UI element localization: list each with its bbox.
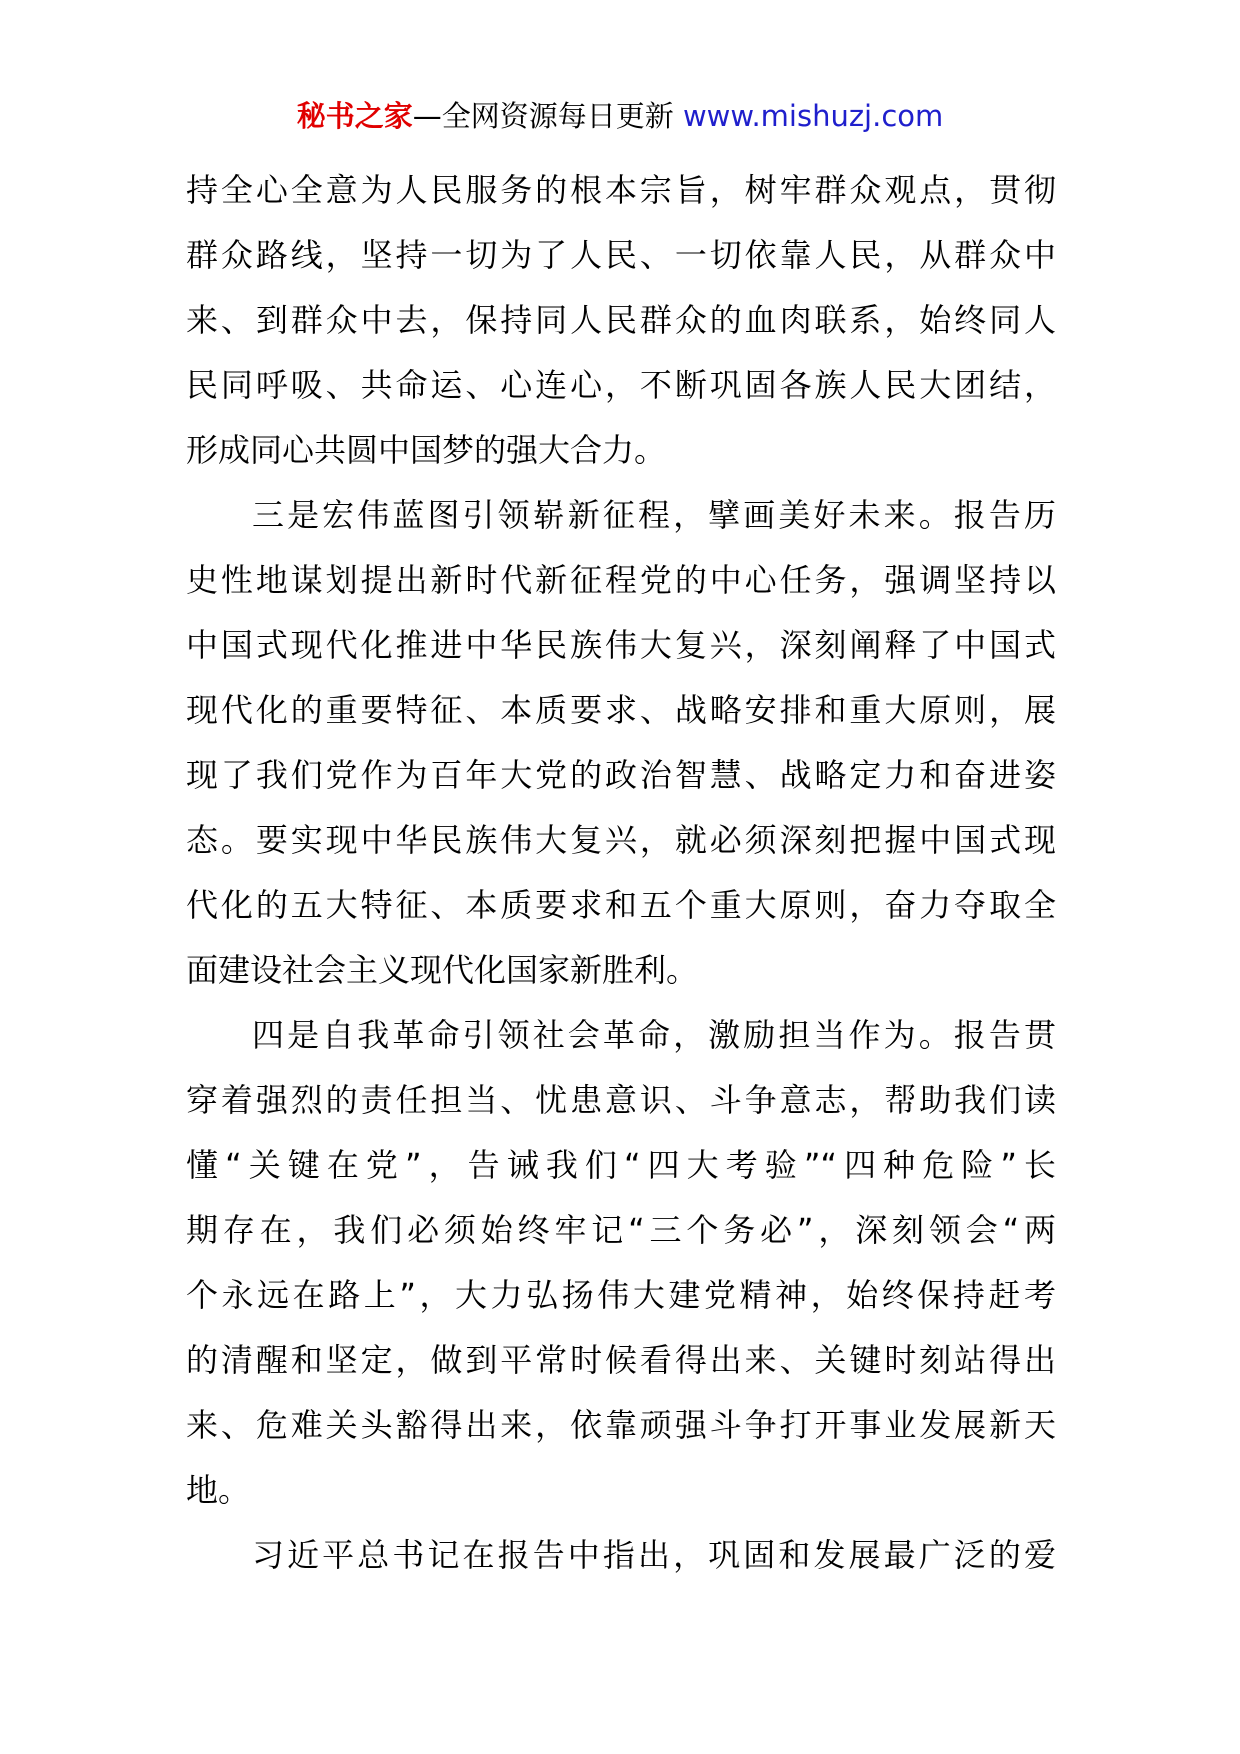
text-line: 中国式现代化推进中华民族伟大复兴，深刻阐释了中国式 xyxy=(186,626,1056,664)
paragraph xyxy=(186,158,1056,483)
text-line: 穿着强烈的责任担当、忧患意识、斗争意志，帮助我们读 xyxy=(186,1081,1056,1119)
text-line: 懂“关键在党”，告诫我们“四大考验”“四种危险”长 xyxy=(186,1146,1056,1184)
page-header xyxy=(0,96,1240,136)
text-line: 代化的五大特征、本质要求和五个重大原则，奋力夺取全 xyxy=(186,886,1056,924)
text-line: 面建设社会主义现代化国家新胜利。 xyxy=(186,951,699,989)
text-line: 四是自我革命引领社会革命，激励担当作为。报告贯 xyxy=(252,1016,1056,1054)
text-line: 地。 xyxy=(186,1471,251,1509)
paragraph xyxy=(186,483,1056,1003)
text-line: 形成同心共圆中国梦的强大合力。 xyxy=(186,431,667,469)
text-line: 来、到群众中去，保持同人民群众的血肉联系，始终同人 xyxy=(186,301,1056,339)
text-line: 态。要实现中华民族伟大复兴，就必须深刻把握中国式现 xyxy=(186,821,1056,859)
text-line: 持全心全意为人民服务的根本宗旨，树牢群众观点，贯彻 xyxy=(186,171,1056,209)
text-line: 三是宏伟蓝图引领崭新征程，擘画美好未来。报告历 xyxy=(252,496,1056,534)
text-line: 民同呼吸、共命运、心连心，不断巩固各族人民大团结， xyxy=(186,366,1056,404)
text-line: 的清醒和坚定，做到平常时候看得出来、关键时刻站得出 xyxy=(186,1341,1056,1379)
text-line: 史性地谋划提出新时代新征程党的中心任务，强调坚持以 xyxy=(186,561,1056,599)
text-line: 现代化的重要特征、本质要求、战略安排和重大原则，展 xyxy=(186,691,1056,729)
document-body xyxy=(186,158,1056,1588)
text-line: 现了我们党作为百年大党的政治智慧、战略定力和奋进姿 xyxy=(186,756,1056,794)
site-slogan: —全网资源每日更新 xyxy=(412,99,683,133)
text-line: 习近平总书记在报告中指出，巩固和发展最广泛的爱 xyxy=(252,1536,1056,1574)
text-line: 期存在，我们必须始终牢记“三个务必”，深刻领会“两 xyxy=(186,1211,1056,1249)
paragraph xyxy=(186,1003,1056,1523)
text-line: 个永远在路上”，大力弘扬伟大建党精神，始终保持赶考 xyxy=(186,1276,1056,1314)
paragraph xyxy=(186,1523,1056,1588)
site-url[interactable]: www.mishuzj.com xyxy=(682,99,944,133)
text-line: 群众路线，坚持一切为了人民、一切依靠人民，从群众中 xyxy=(186,236,1056,274)
site-brand: 秘书之家 xyxy=(296,99,413,133)
text-line: 来、危难关头豁得出来，依靠顽强斗争打开事业发展新天 xyxy=(186,1406,1056,1444)
